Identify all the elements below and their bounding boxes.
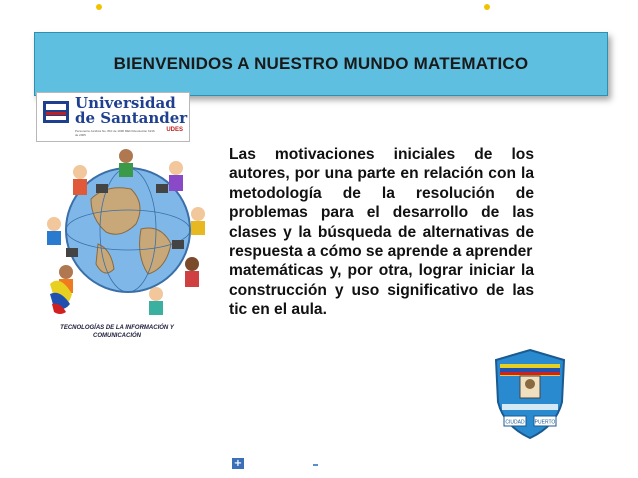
university-name-line1: Universidad — [75, 94, 176, 112]
plus-icon: + — [233, 458, 243, 469]
decor-dot-left — [96, 4, 102, 10]
body-paragraph-1: Las motivaciones iniciales de los autores, por una parte en relación con la metodología de la resolución de problemas para el desarrollo de las clases y la búsqueda de alternativas de respuesta a cómo se aprende a aprender — [229, 146, 534, 261]
school-shield-emblem — [490, 346, 570, 442]
university-seal-icon — [41, 97, 71, 127]
globe-caption: TECNOLOGÍAS DE LA INFORMACIÓN Y COMUNICACIÓN — [60, 325, 174, 339]
university-logo — [36, 92, 190, 142]
add-button[interactable] — [232, 458, 244, 469]
university-acronym: UDES — [166, 127, 183, 133]
shield-label-right: PUERTO — [534, 419, 556, 426]
globe-children-illustration — [36, 144, 216, 324]
slide-title: BIENVENIDOS A NUESTRO MUNDO MATEMATICO — [113, 54, 529, 73]
university-name-line2: de Santander — [75, 109, 188, 127]
decor-dot-right — [484, 4, 490, 10]
body-paragraph-2: matemáticas y, por otra, lograr iniciar la construcción y uso significativo de las tic en el aula. — [229, 262, 534, 319]
body-text — [229, 145, 534, 320]
university-fine-print: Personería Jurídica No. 810 de 1996 MEN Resolución 6216 de 2005 — [75, 129, 155, 137]
title-banner — [34, 32, 608, 96]
shield-label-left: CIUDAD — [505, 419, 525, 426]
decor-mark — [313, 464, 318, 466]
